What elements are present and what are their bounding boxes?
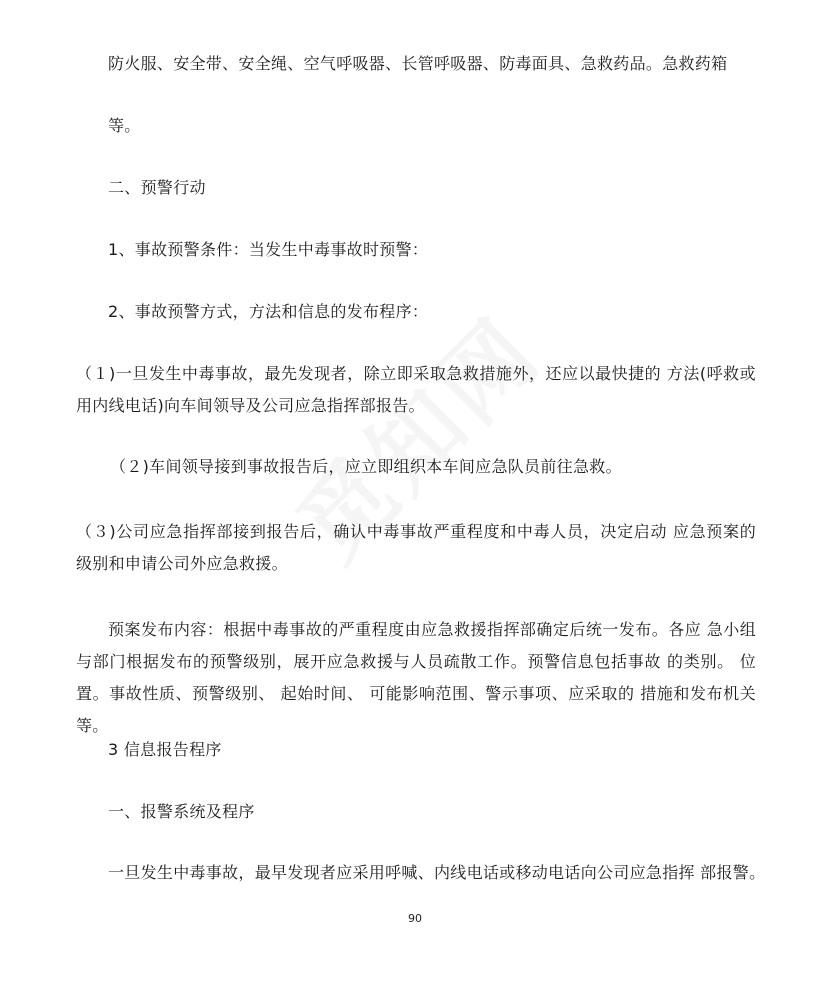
text-line-alarm-procedure: 一旦发生中毒事故，最早发现者应采用呼喊、内线电话或移动电话向公司应急指挥 部报警。 xyxy=(108,863,766,882)
text-line-warning-method: 2、事故预警方式，方法和信息的发布程序： xyxy=(108,302,429,321)
text-line-equipment: 防火服、安全带、安全绳、空气呼吸器、长管呼吸器、防毒面具、急救药品。急救药箱 xyxy=(108,54,728,73)
text-line-step-2: （２)车间领导接到事故报告后，应立即组织本车间应急队员前往急救。 xyxy=(110,457,622,476)
paragraph-release-content: 预案发布内容：根据中毒事故的严重程度由应急救援指挥部确定后统一发布。各应 急小组与部门根据发布的预警级别，展开应急救援与人员疏散工作。预警信息包括事故 的类别。 位置。事故性质、预警级别、 起始时间、 可能影响范围、警示事项、应采取的 措施和发布机关等。 xyxy=(76,620,756,735)
page-number: 90 xyxy=(408,912,422,925)
text-line-equipment-end: 等。 xyxy=(108,116,141,135)
section-heading-info-report: 3 信息报告程序 xyxy=(108,740,222,759)
text-line-warning-condition: 1、事故预警条件：当发生中毒事故时预警： xyxy=(108,240,429,259)
section-heading-alarm-system: 一、报警系统及程序 xyxy=(108,802,255,821)
paragraph-step-3: （３)公司应急指挥部接到报告后，确认中毒事故严重程度和中毒人员，决定启动 应急预案的级别和申请公司外应急救援。 xyxy=(76,522,756,573)
paragraph-step-1: （１)一旦发生中毒事故，最先发现者，除立即采取急救措施外，还应以最快捷的 方法(呼救或用内线电话)向车间领导及公司应急指挥部报告。 xyxy=(76,364,756,415)
section-heading-warning-action: 二、预警行动 xyxy=(108,178,206,197)
